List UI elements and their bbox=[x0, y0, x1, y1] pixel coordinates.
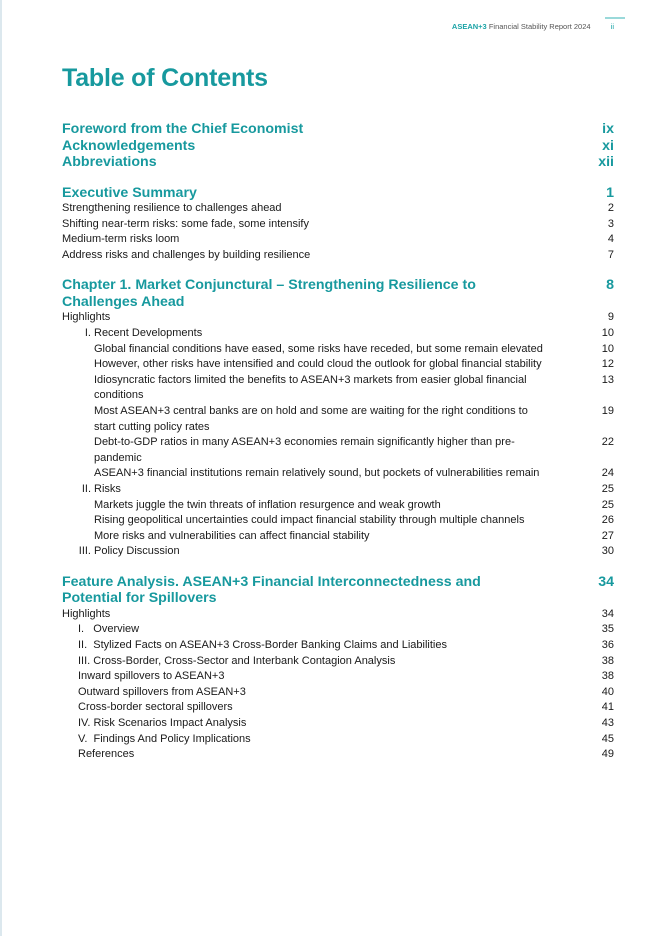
toc-entry-text: References bbox=[78, 748, 135, 761]
toc-entry[interactable] bbox=[62, 622, 614, 638]
toc-page-number: 36 bbox=[601, 639, 614, 652]
toc-page-number: 27 bbox=[601, 529, 614, 542]
header-title: Financial Stability Report 2024 bbox=[488, 22, 591, 31]
toc-entry-text: Idiosyncratic factors limited the benefits to ASEAN+3 markets from easier global financial conditions bbox=[94, 373, 530, 402]
toc-page-number: 19 bbox=[601, 404, 614, 417]
toc-page-number: 43 bbox=[601, 717, 614, 730]
toc-entry-numeral: II. bbox=[81, 482, 91, 495]
toc-page-number: 10 bbox=[601, 326, 614, 339]
toc-page-number: 7 bbox=[607, 248, 614, 261]
toc-entry-title bbox=[62, 669, 574, 685]
toc-entry-numeral: III. bbox=[78, 545, 91, 558]
toc-entry[interactable] bbox=[62, 716, 614, 732]
running-header bbox=[452, 22, 614, 31]
toc-entry-title bbox=[62, 373, 546, 404]
toc-page-number: xii bbox=[598, 154, 614, 170]
toc-entry[interactable] bbox=[62, 466, 614, 482]
toc-entry-text: However, other risks have intensified and could cloud the outlook for global financial stability bbox=[94, 358, 542, 371]
toc-entry-text: Chapter 1. Market Conjunctural – Strengthening Resilience to Challenges Ahead bbox=[62, 277, 480, 310]
toc-page-number: 25 bbox=[601, 498, 614, 511]
table-of-contents bbox=[62, 121, 614, 763]
toc-entry-text: III. Cross-Border, Cross-Sector and Interbank Contagion Analysis bbox=[78, 654, 396, 667]
toc-entry-numeral: I. bbox=[84, 326, 91, 339]
toc-page-number: 22 bbox=[601, 436, 614, 449]
toc-page-number: 26 bbox=[601, 514, 614, 527]
toc-entry-text: Highlights bbox=[62, 607, 111, 620]
toc-entry[interactable] bbox=[62, 232, 614, 248]
toc-entry-text: Shifting near-term risks: some fade, some intensify bbox=[62, 217, 309, 230]
toc-entry-title bbox=[62, 513, 546, 529]
toc-entry-title bbox=[62, 732, 574, 748]
header-brand: ASEAN+3 bbox=[451, 22, 487, 31]
toc-page-number: 3 bbox=[607, 217, 614, 230]
header-page-number: ii bbox=[610, 22, 614, 31]
toc-entry-text: Executive Summary bbox=[62, 184, 197, 201]
toc-entry-title bbox=[62, 248, 574, 264]
toc-page-number: 10 bbox=[601, 342, 614, 355]
toc-entry-title bbox=[62, 498, 546, 514]
toc-entry[interactable] bbox=[62, 747, 614, 763]
toc-entry-title bbox=[62, 622, 574, 638]
toc-page-number: 40 bbox=[601, 685, 614, 698]
toc-page-number: 1 bbox=[606, 184, 614, 201]
toc-entry[interactable] bbox=[62, 373, 614, 404]
toc-entry[interactable] bbox=[62, 607, 614, 623]
page-title: Table of Contents bbox=[62, 64, 268, 92]
toc-entry-text: Rising geopolitical uncertainties could impact financial stability through multiple channels bbox=[94, 514, 525, 527]
toc-page-number: 8 bbox=[606, 277, 614, 294]
toc-entry[interactable] bbox=[62, 201, 614, 217]
toc-entry-text: Markets juggle the twin threats of inflation resurgence and weak growth bbox=[94, 498, 441, 511]
toc-page-number: 41 bbox=[601, 701, 614, 714]
toc-entry-title bbox=[62, 544, 574, 560]
toc-entry-title bbox=[62, 607, 574, 623]
toc-entry-text: Medium-term risks loom bbox=[62, 233, 180, 246]
toc-entry[interactable] bbox=[62, 654, 614, 670]
toc-page-number: 35 bbox=[601, 623, 614, 636]
toc-entry-title bbox=[62, 138, 502, 155]
toc-entry-text: Global financial conditions have eased, some risks have receded, but some remain elevated bbox=[94, 342, 543, 355]
toc-page-number: 45 bbox=[601, 732, 614, 745]
toc-entry-title bbox=[62, 404, 546, 435]
toc-entry[interactable] bbox=[62, 357, 614, 373]
toc-entry[interactable] bbox=[62, 217, 614, 233]
toc-entry[interactable] bbox=[62, 404, 614, 435]
page-edge-rule bbox=[0, 0, 2, 936]
toc-page-number: 30 bbox=[601, 545, 614, 558]
toc-page-number: 2 bbox=[607, 202, 614, 214]
toc-page-number: 9 bbox=[607, 311, 614, 324]
toc-page-number: 49 bbox=[601, 748, 614, 761]
toc-page-number: 38 bbox=[601, 670, 614, 683]
toc-entry-text: Feature Analysis. ASEAN+3 Financial Interconnectedness and Potential for Spillovers bbox=[62, 573, 485, 607]
toc-entry-title bbox=[62, 700, 574, 716]
toc-entry-title bbox=[62, 574, 502, 607]
toc-entry-title bbox=[62, 121, 502, 138]
toc-entry-text: V. Findings And Policy Implications bbox=[78, 732, 251, 745]
toc-entry-text: I. Overview bbox=[78, 623, 140, 636]
toc-page-number: 34 bbox=[601, 607, 614, 620]
toc-entry[interactable] bbox=[62, 669, 614, 685]
toc-entry-title bbox=[62, 435, 546, 466]
toc-section-heading[interactable] bbox=[62, 121, 614, 138]
toc-section-heading[interactable] bbox=[62, 138, 614, 155]
toc-entry-text: Strengthening resilience to challenges ahead bbox=[62, 202, 282, 214]
toc-entry-title bbox=[62, 716, 574, 732]
toc-entry-text: Risks bbox=[94, 482, 121, 495]
toc-entry-text: IV. Risk Scenarios Impact Analysis bbox=[78, 717, 247, 730]
toc-page-number: 25 bbox=[601, 482, 614, 495]
toc-page-number: 34 bbox=[598, 573, 614, 590]
toc-entry-text: Foreword from the Chief Economist bbox=[62, 121, 304, 137]
toc-entry[interactable] bbox=[62, 342, 614, 358]
toc-entry-text: Highlights bbox=[62, 311, 111, 324]
toc-entry-text: Cross-border sectoral spillovers bbox=[78, 701, 233, 714]
toc-entry[interactable] bbox=[62, 732, 614, 748]
toc-entry-title bbox=[62, 529, 546, 545]
toc-entry-text: Abbreviations bbox=[62, 154, 157, 170]
toc-entry[interactable] bbox=[62, 529, 614, 545]
toc-entry-title bbox=[62, 326, 574, 342]
toc-entry[interactable] bbox=[62, 326, 614, 342]
toc-entry[interactable] bbox=[62, 498, 614, 514]
toc-entry-title bbox=[62, 638, 574, 654]
toc-entry[interactable] bbox=[62, 513, 614, 529]
toc-page-number: xi bbox=[602, 137, 614, 154]
toc-entry[interactable] bbox=[62, 248, 614, 264]
toc-page-number: ix bbox=[602, 121, 614, 137]
toc-entry-title bbox=[62, 482, 574, 498]
toc-entry[interactable] bbox=[62, 685, 614, 701]
toc-entry-text: Policy Discussion bbox=[94, 545, 180, 558]
toc-page-number: 38 bbox=[601, 654, 614, 667]
toc-entry-text: Debt-to-GDP ratios in many ASEAN+3 economies remain significantly higher than pre-pandemic bbox=[94, 436, 515, 464]
toc-section-heading[interactable] bbox=[62, 277, 614, 310]
toc-page-number: 4 bbox=[607, 233, 614, 246]
toc-entry-text: More risks and vulnerabilities can affect financial stability bbox=[94, 529, 370, 542]
toc-page-number: 12 bbox=[601, 358, 614, 371]
toc-entry-text: Most ASEAN+3 central banks are on hold and some are waiting for the right conditions to start cutting policy rates bbox=[94, 404, 531, 433]
toc-entry-text: ASEAN+3 financial institutions remain relatively sound, but pockets of vulnerabilities remain bbox=[94, 467, 540, 480]
toc-entry[interactable] bbox=[62, 482, 614, 498]
toc-entry-title bbox=[62, 310, 574, 326]
toc-entry-title bbox=[62, 217, 574, 233]
toc-entry-title bbox=[62, 466, 546, 482]
toc-entry-title bbox=[62, 232, 574, 248]
toc-entry-title bbox=[62, 357, 546, 373]
toc-entry-title bbox=[62, 654, 574, 670]
toc-page-number: 24 bbox=[601, 467, 614, 480]
toc-entry-title bbox=[62, 747, 574, 763]
toc-page-number: 13 bbox=[601, 373, 614, 386]
toc-entry-title bbox=[62, 342, 546, 358]
toc-entry-title bbox=[62, 277, 502, 310]
toc-section-heading[interactable] bbox=[62, 154, 614, 171]
toc-entry[interactable] bbox=[62, 638, 614, 654]
toc-entry-title bbox=[62, 201, 574, 217]
toc-entry-title bbox=[62, 685, 574, 701]
toc-entry-text: II. Stylized Facts on ASEAN+3 Cross-Border Banking Claims and Liabilities bbox=[78, 639, 447, 652]
toc-section-heading[interactable] bbox=[62, 185, 614, 202]
toc-entry-text: Inward spillovers to ASEAN+3 bbox=[78, 670, 225, 683]
toc-entry-text: Address risks and challenges by building resilience bbox=[62, 248, 311, 261]
toc-entry[interactable] bbox=[62, 435, 614, 466]
toc-section-heading[interactable] bbox=[62, 574, 614, 607]
toc-entry[interactable] bbox=[62, 700, 614, 716]
toc-entry-title bbox=[62, 185, 502, 202]
toc-entry-text: Outward spillovers from ASEAN+3 bbox=[78, 685, 246, 698]
toc-entry[interactable] bbox=[62, 310, 614, 326]
toc-entry-title bbox=[62, 154, 502, 171]
toc-entry[interactable] bbox=[62, 544, 614, 560]
toc-entry-text: Recent Developments bbox=[94, 326, 203, 339]
toc-entry-text: Acknowledgements bbox=[62, 137, 196, 154]
